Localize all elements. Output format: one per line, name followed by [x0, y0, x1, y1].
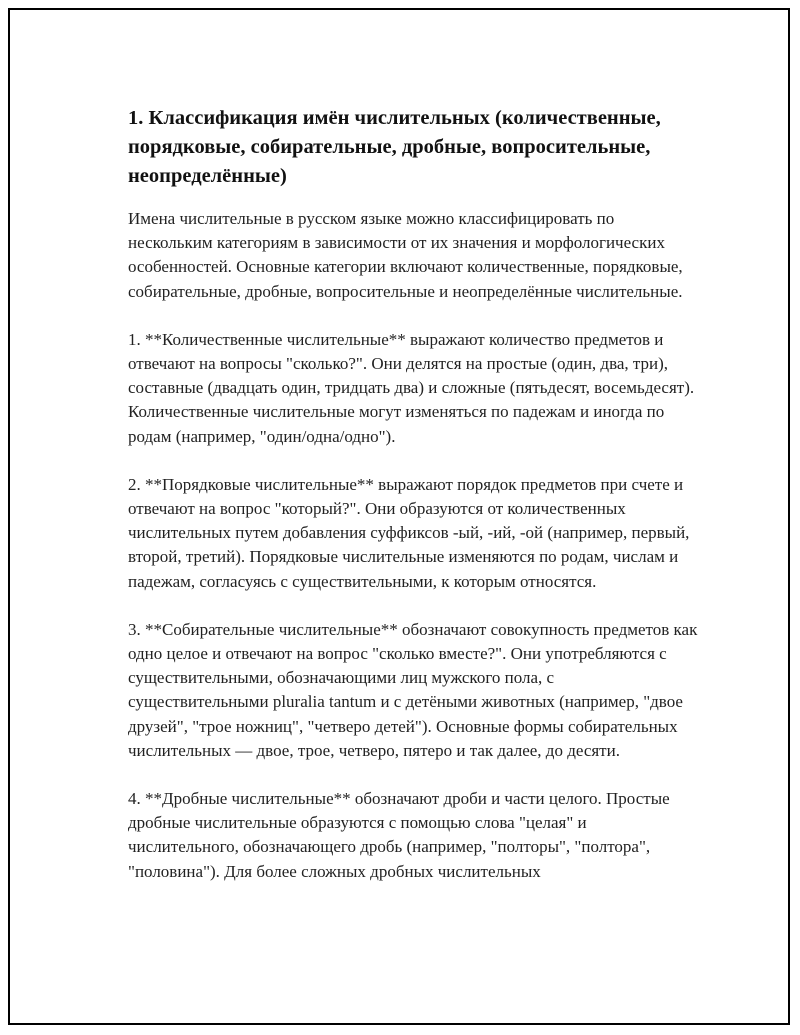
- page-frame: [8, 8, 790, 1025]
- paragraph-ordinal: 2. **Порядковые числительные** выражают порядок предметов при счете и отвечают на вопрос "который?". Они образуются от количественных числительных путем добавления суффиксов -ый, -ий, -ой (например, первый, второй, третий). Порядковые числительные изменяются по родам, числам и падежам, согласуясь с существительными, к которым относятся.: [128, 474, 690, 591]
- paragraph-fractional: 4. **Дробные числительные** обозначают дроби и части целого. Простые дробные числительные образуются с помощью слова "целая" и числительного, обозначающего дробь (например, "полторы", "полтора", "половина"). Для более сложных дробных числительных: [128, 789, 670, 881]
- paragraph-cardinal: 1. **Количественные числительные** выражают количество предметов и отвечают на вопросы "сколько?". Они делятся на простые (один, два, три), составные (двадцать один, тридцать два) и сложные (пятьдесят, восемьдесят). Количественные числительные могут изменяться по падежам и иногда по родам (например, "один/одна/одно").: [128, 329, 695, 446]
- paragraph-intro: Имена числительные в русском языке можно классифицировать по нескольким категориям в зависимости от их значения и морфологических особенностей. Основные категории включают количественные, порядковые, собирательные, дробные, вопросительные и неопределённые числительные.: [128, 209, 683, 301]
- section-heading: 1. Классификация имён числительных (количественные, порядковые, собирательные, дробные, вопросительные, неопределённые): [128, 107, 661, 187]
- document-body: [128, 104, 698, 908]
- paragraph-collective: 3. **Собирательные числительные** обозначают совокупность предметов как одно целое и отвечают на вопрос "сколько вместе?". Они употребляются с существительными, обозначающими лиц мужского пола, с существительными pluralia tantum и с детёными животных (например, "двое друзей", "трое ножниц", "четверо детей"). Основные формы собирательных числительных — двое, трое, четверо, пятеро и так далее, до десяти.: [128, 619, 698, 760]
